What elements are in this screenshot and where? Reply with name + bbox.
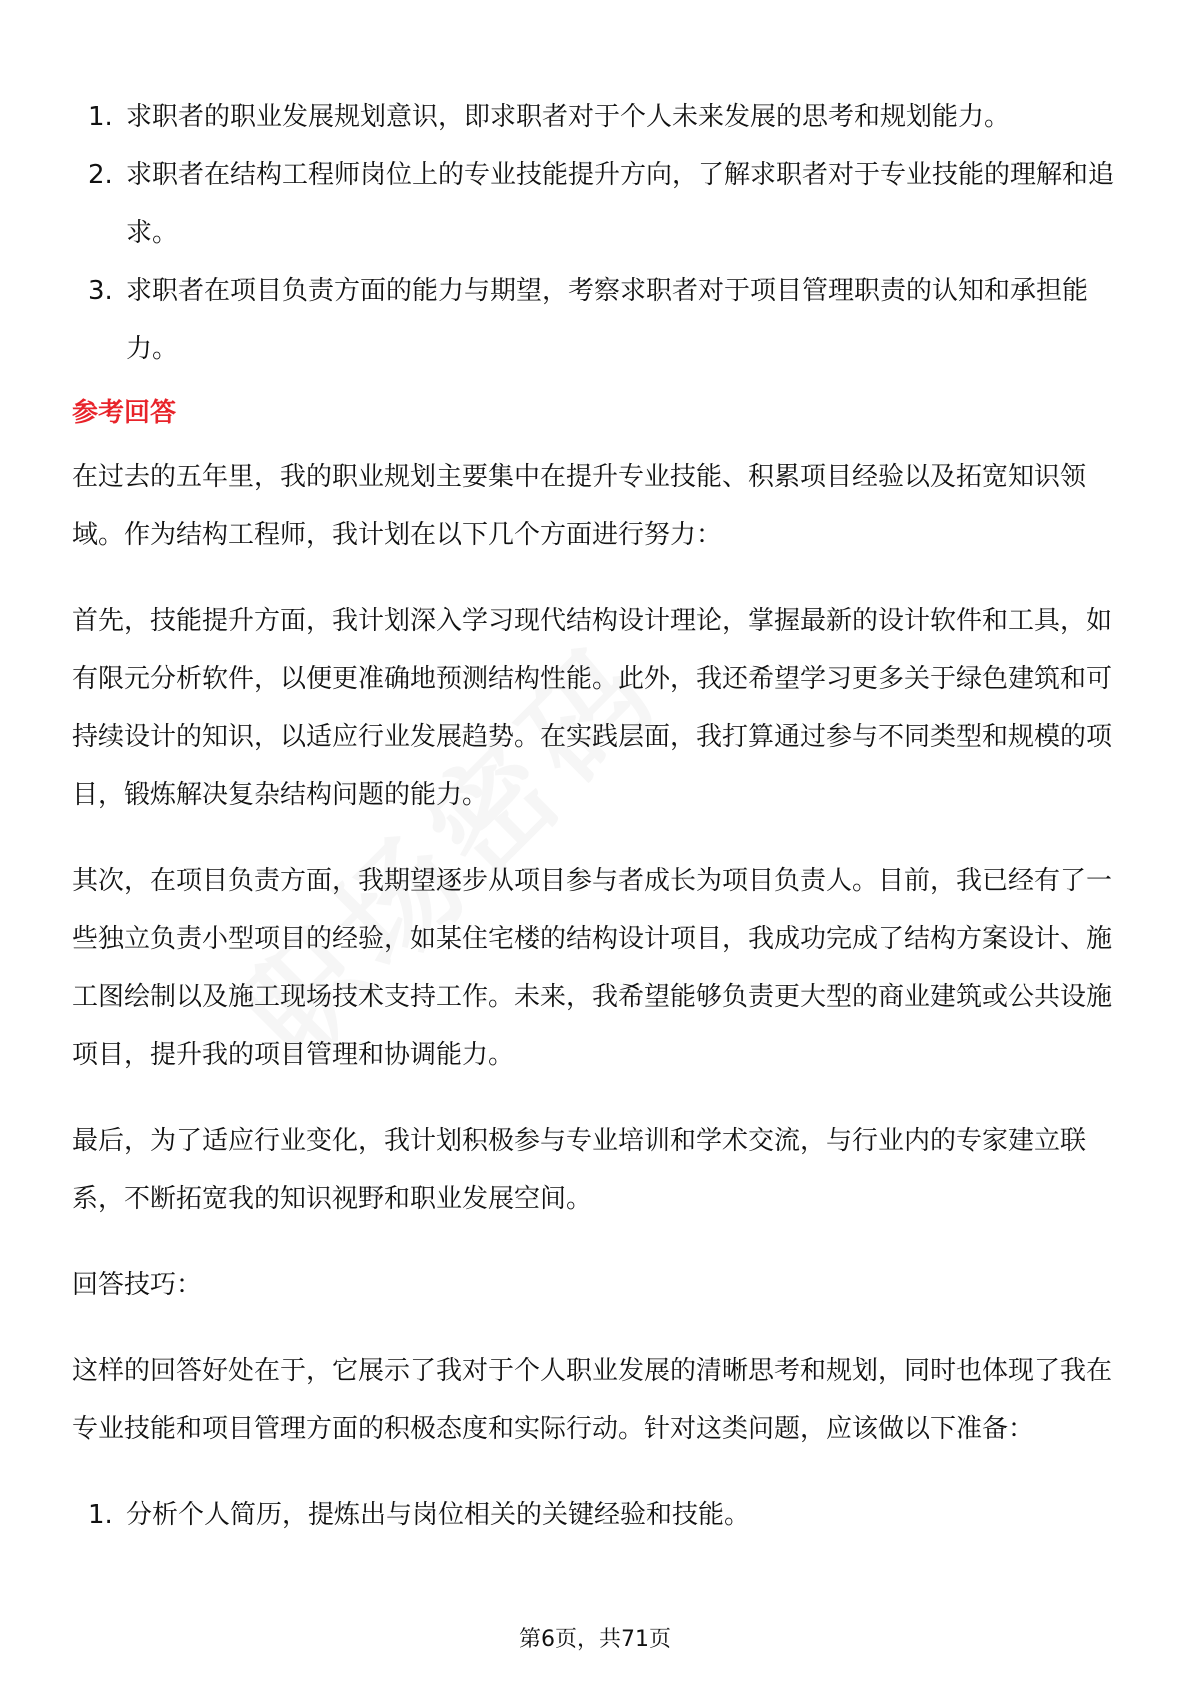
list-item <box>72 262 1118 378</box>
question-intent-list <box>72 88 1118 378</box>
answer-paragraph: 其次，在项目负责方面，我期望逐步从项目参与者成长为项目负责人。目前，我已经有了一些独立负责小型项目的经验，如某住宅楼的结构设计项目，我成功完成了结构方案设计、施工图绘制以及施工现场技术支持工作。未来，我希望能够负责更大型的商业建筑或公共设施项目，提升我的项目管理和协调能力。 <box>72 866 1113 1070</box>
list-item-number: 1. <box>88 1500 113 1530</box>
list-item <box>72 1486 1118 1544</box>
section-title-reference-answer: 参考回答 <box>72 398 177 428</box>
list-item-text: 求职者在项目负责方面的能力与期望，考察求职者对于项目管理职责的认知和承担能力。 <box>126 276 1089 364</box>
page-content <box>72 88 1118 1544</box>
list-item-text: 求职者的职业发展规划意识，即求职者对于个人未来发展的思考和规划能力。 <box>126 102 1011 132</box>
list-item <box>72 146 1118 262</box>
answer-paragraph: 在过去的五年里，我的职业规划主要集中在提升专业技能、积累项目经验以及拓宽知识领域。作为结构工程师，我计划在以下几个方面进行努力： <box>72 462 1087 550</box>
tips-paragraph: 这样的回答好处在于，它展示了我对于个人职业发展的清晰思考和规划，同时也体现了我在专业技能和项目管理方面的积极态度和实际行动。针对这类问题，应该做以下准备： <box>72 1356 1113 1444</box>
list-item-number: 2. <box>88 160 113 190</box>
list-item-text: 求职者在结构工程师岗位上的专业技能提升方向，了解求职者对于专业技能的理解和追求。 <box>126 160 1115 248</box>
list-item-text: 分析个人简历，提炼出与岗位相关的关键经验和技能。 <box>126 1500 751 1530</box>
tips-heading: 回答技巧： <box>72 1270 203 1300</box>
list-item-number: 1. <box>88 102 113 132</box>
preparation-list <box>72 1486 1118 1544</box>
list-item-number: 3. <box>88 276 113 306</box>
list-item <box>72 88 1118 146</box>
page-footer: 第6页，共71页 <box>519 1627 671 1652</box>
answer-paragraph: 首先，技能提升方面，我计划深入学习现代结构设计理论，掌握最新的设计软件和工具，如有限元分析软件，以便更准确地预测结构性能。此外，我还希望学习更多关于绿色建筑和可持续设计的知识，以适应行业发展趋势。在实践层面，我打算通过参与不同类型和规模的项目，锻炼解决复杂结构问题的能力。 <box>72 606 1113 810</box>
answer-paragraph: 最后，为了适应行业变化，我计划积极参与专业培训和学术交流，与行业内的专家建立联系，不断拓宽我的知识视野和职业发展空间。 <box>72 1126 1087 1214</box>
